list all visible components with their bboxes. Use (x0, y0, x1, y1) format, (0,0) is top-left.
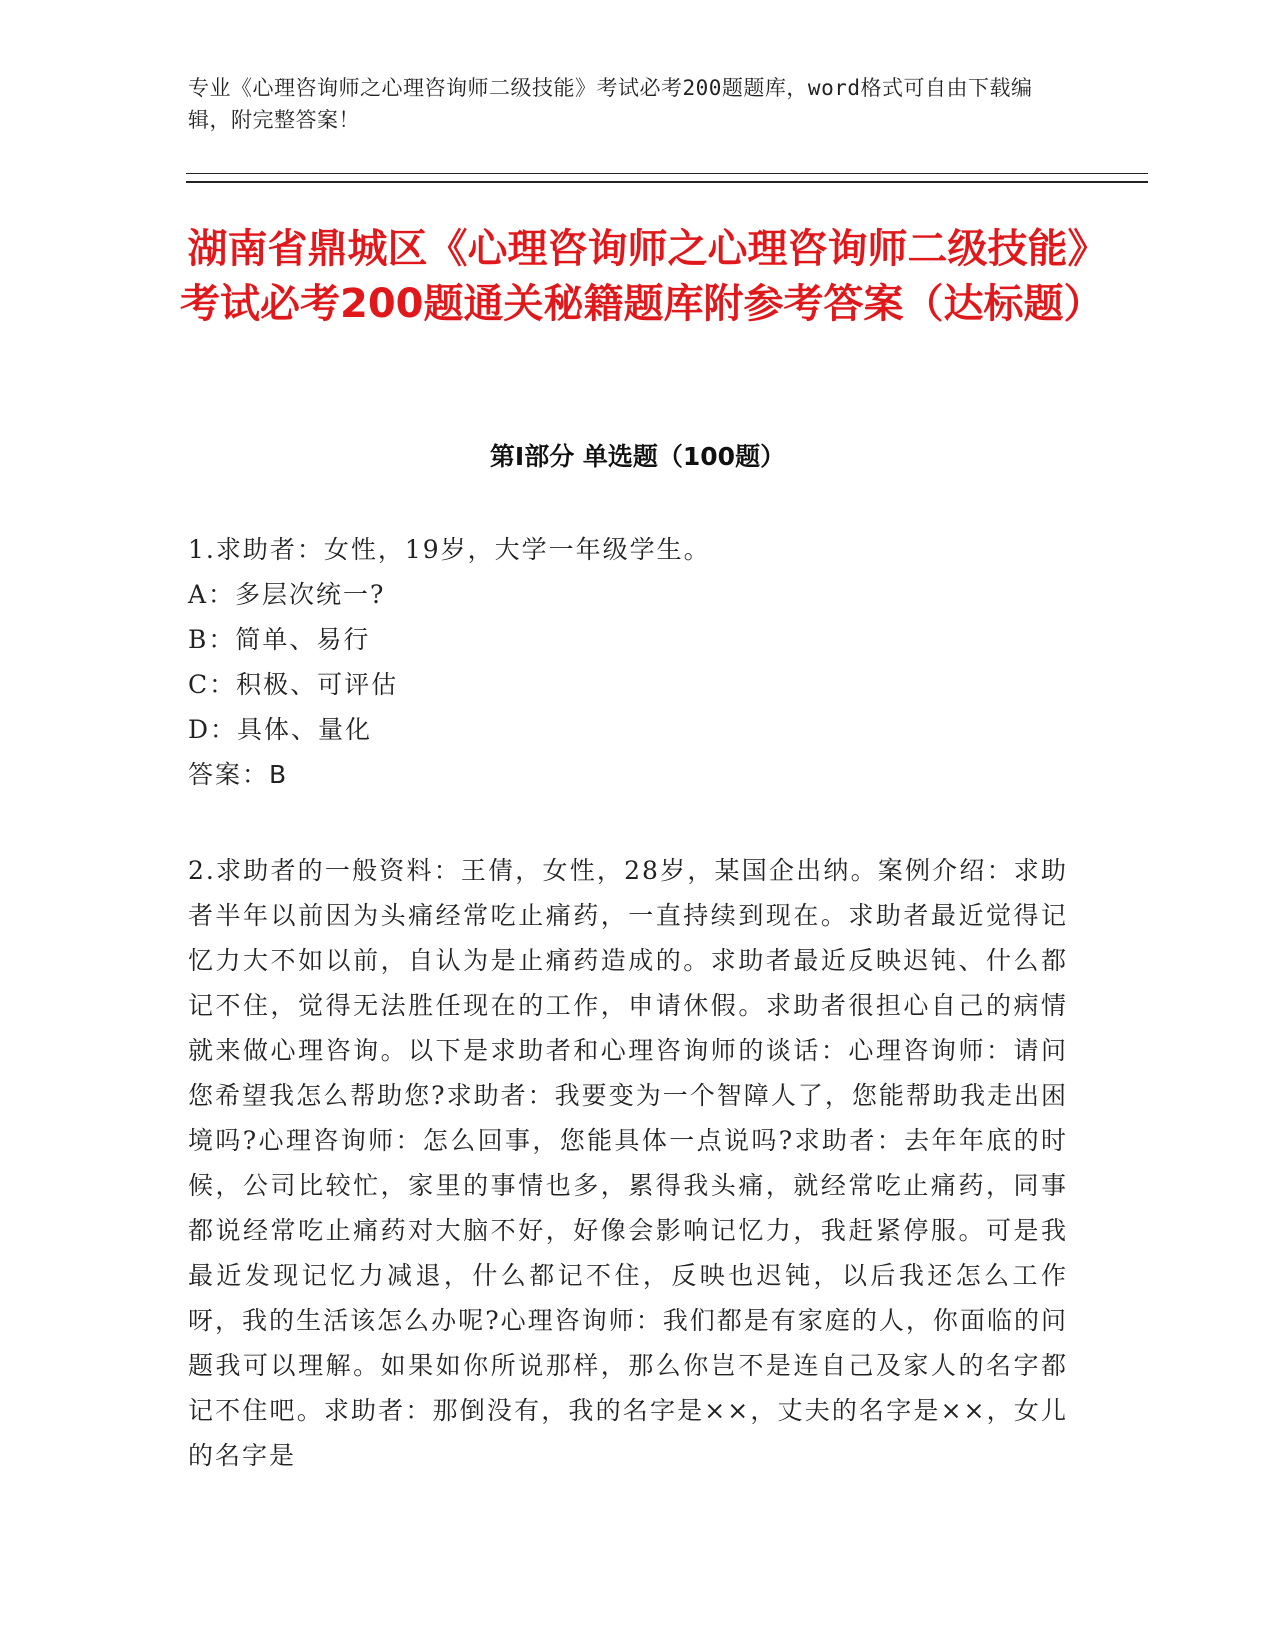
header-divider-top (186, 173, 1148, 174)
header-divider-bottom (186, 181, 1148, 183)
question-stem: 1.求助者：女性，19岁，大学一年级学生。 (188, 535, 711, 564)
question-stem: 2.求助者的一般资料：王倩，女性，28岁，某国企出纳。案例介绍：求助者半年以前因为头痛经常吃止痛药，一直持续到现在。求助者最近觉得记忆力大不如以前，自认为是止痛药造成的。求助者最近反映迟钝、什么都记不住，觉得无法胜任现在的工作，申请休假。求助者很担心自己的病情就来做心理咨询。以下是求助者和心理咨询师的谈话：心理咨询师：请问您希望我怎么帮助您?求助者：我要变为一个智障人了，您能帮助我走出困境吗?心理咨询师：怎么回事，您能具体一点说吗?求助者：去年年底的时候，公司比较忙，家里的事情也多，累得我头痛，就经常吃止痛药，同事都说经常吃止痛药对大脑不好，好像会影响记忆力，我赶紧停服。可是我最近发现记忆力减退，什么都记不住，反映也迟钝，以后我还怎么工作呀，我的生活该怎么办呢?心理咨询师：我们都是有家庭的人，你面临的问题我可以理解。如果如你所说那样，那么你岂不是连自己及家人的名字都记不住吧。求助者：那倒没有，我的名字是××，丈夫的名字是××，女儿的名字是 (188, 856, 1068, 1470)
question-1 (188, 527, 1068, 797)
document-title: 湖南省鼎城区《心理咨询师之心理咨询师二级技能》考试必考200题通关秘籍题库附参考答案（达标题） (180, 226, 1104, 327)
answer: 答案：B (188, 760, 289, 789)
option-b: B：简单、易行 (188, 625, 371, 654)
option-c: C：积极、可评估 (188, 670, 399, 699)
section-heading: 第Ⅰ部分 单选题（100题） (489, 442, 786, 471)
option-d: D：具体、量化 (188, 715, 373, 744)
question-2 (188, 848, 1068, 1478)
option-a: A：多层次统一? (188, 580, 386, 609)
header-note: 专业《心理咨询师之心理咨询师二级技能》考试必考200题题库，word格式可自由下载编辑，附完整答案！ (188, 76, 1033, 132)
